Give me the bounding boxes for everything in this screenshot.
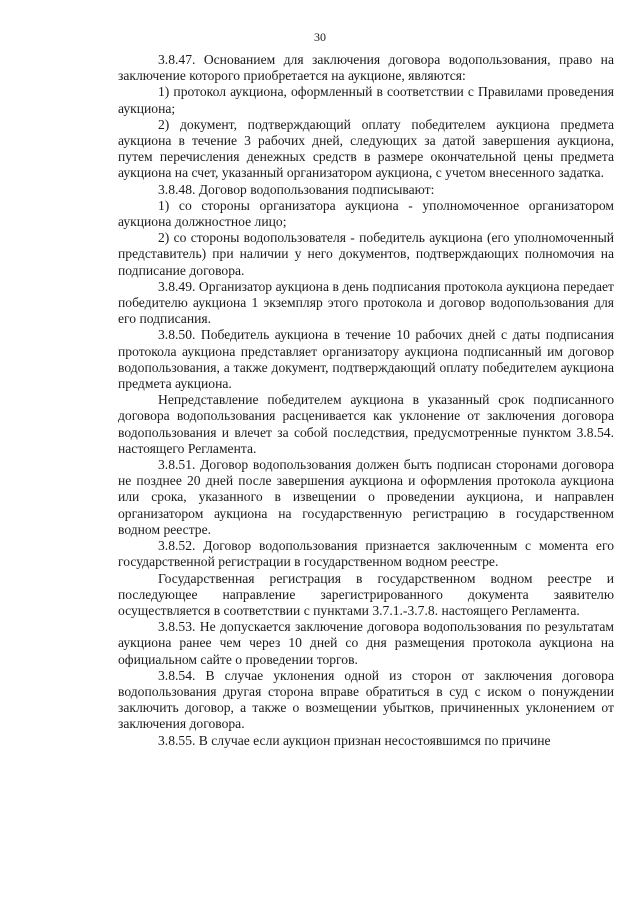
paragraph-3-8-53: 3.8.53. Не допускается заключение договора водопользования по результатам аукциона ранее чем через 10 дней со дня размещения протокола аукциона на официальном сайте о проведении торгов.	[118, 619, 614, 667]
paragraph-item-2-payment-document: 2) документ, подтверждающий оплату победителем аукциона предмета аукциона в течение 3 рабочих дней, следующих за датой завершения аукциона, путем перечисления денежных средств в размере окончательной цены предмета аукциона на счет, указанный организатором аукциона, с учетом внесенного задатка.	[118, 116, 614, 181]
paragraph-item-1-protocol: 1) протокол аукциона, оформленный в соответствии с Правилами проведения аукциона;	[118, 84, 614, 116]
paragraph-3-8-48: 3.8.48. Договор водопользования подписывают:	[158, 181, 435, 197]
paragraph-state-registration: Государственная регистрация в государственном водном реестре и последующее направление зарегистрированного документа заявителю осуществляется в соответствии с пунктами 3.7.1.-3.7.8. настоящего Регламента.	[118, 570, 614, 618]
page-number: 30	[314, 30, 326, 44]
paragraph-3-8-50: 3.8.50. Победитель аукциона в течение 10 рабочих дней с даты подписания протокола аукциона представляет организатору аукциона подписанный им договор водопользования, а также документ, подтверждающий оплату победителем аукциона предмета аукциона.	[118, 327, 614, 392]
paragraph-non-submission: Непредставление победителем аукциона в указанный срок подписанного договора водопользования расценивается как уклонение от заключения договора водопользования и влечет за собой последствия, предусмотренные пунктом 3.8.54. настоящего Регламента.	[118, 392, 614, 456]
paragraph-3-8-55: 3.8.55. В случае если аукцион признан несостоявшимся по причине	[158, 732, 551, 748]
paragraph-3-8-52: 3.8.52. Договор водопользования признается заключенным с момента его государственной регистрации в государственном водном реестре.	[118, 538, 614, 570]
paragraph-3-8-47: 3.8.47. Основанием для заключения договора водопользования, право на заключение которого приобретается на аукционе, являются:	[118, 52, 614, 84]
document-body	[118, 52, 614, 749]
paragraph-item-1-organizer-side: 1) со стороны организатора аукциона - уполномоченное организатором аукциона должностное лицо;	[118, 197, 614, 230]
paragraph-item-2-water-user-side: 2) со стороны водопользователя - победитель аукциона (его уполномоченный представитель) при наличии у него документов, подтверждающих полномочия на подписание договора.	[118, 230, 614, 278]
paragraph-3-8-49: 3.8.49. Организатор аукциона в день подписания протокола аукциона передает победителю аукциона 1 экземпляр этого протокола и договор водопользования для его подписания.	[118, 278, 614, 327]
paragraph-3-8-54: 3.8.54. В случае уклонения одной из сторон от заключения договора водопользования другая сторона вправе обратиться в суд с иском о понуждении заключить договор, а также о возмещении убытков, причиненных уклонением от заключения договора.	[118, 667, 614, 732]
paragraph-3-8-51: 3.8.51. Договор водопользования должен быть подписан сторонами договора не позднее 20 дней после завершения аукциона и оформления протокола аукциона или срока, указанного в извещении о проведении аукциона, и направлен организатором аукциона на государственную регистрацию в государственном водном реестре.	[118, 457, 614, 537]
